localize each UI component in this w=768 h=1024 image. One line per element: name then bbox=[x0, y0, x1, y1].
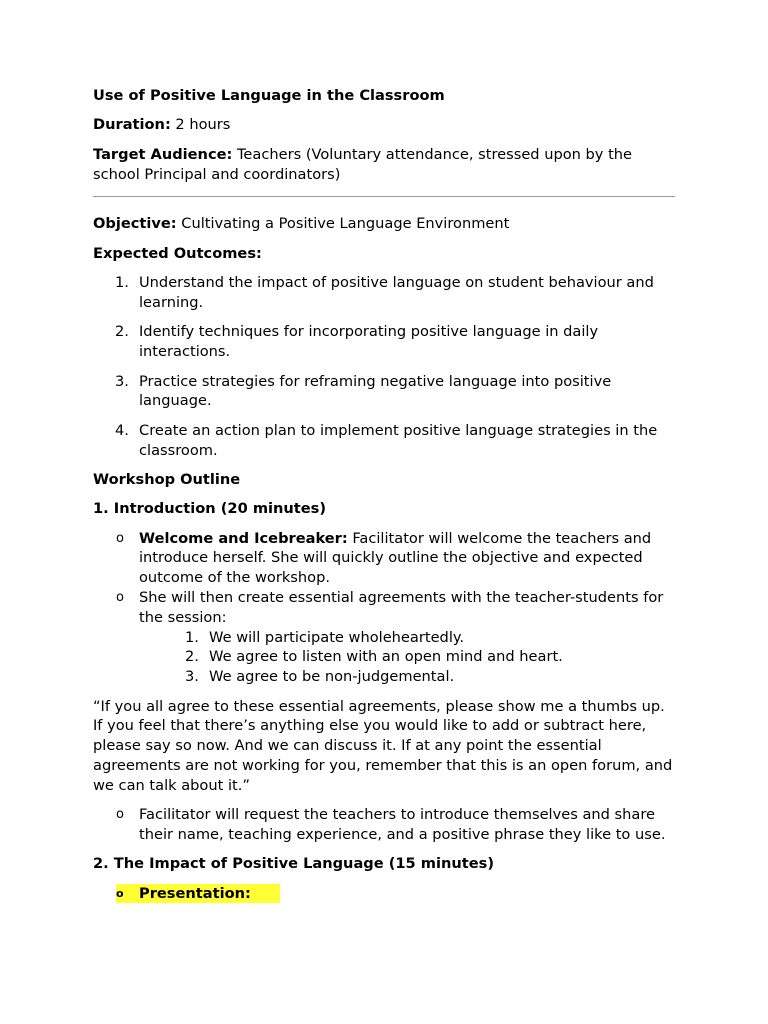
list-item-text: We agree to listen with an open mind and heart. bbox=[209, 648, 563, 666]
bullet-icon: o bbox=[116, 590, 124, 606]
list-item-text: Identify techniques for incorporating positive language in daily interactions. bbox=[139, 323, 599, 361]
section1-bullets-2 bbox=[93, 805, 675, 845]
bullet-text: She will then create essential agreements with the teacher-students for the session: bbox=[139, 589, 664, 626]
audience-value: Teachers (Voluntary attendance, stressed upon by the school Principal and coordinators) bbox=[93, 145, 633, 183]
list-item bbox=[93, 647, 675, 667]
list-item bbox=[93, 372, 675, 412]
list-item bbox=[93, 884, 675, 904]
list-item-text: We will participate wholeheartedly. bbox=[209, 628, 465, 646]
section-heading: 2. The Impact of Positive Language (15 minutes) bbox=[93, 855, 495, 873]
objective-label: Objective: bbox=[93, 215, 177, 233]
list-item bbox=[93, 667, 675, 687]
document-title: Use of Positive Language in the Classroom bbox=[93, 87, 445, 104]
list-number: 1. bbox=[115, 274, 129, 292]
list-number: 2. bbox=[185, 648, 199, 666]
list-item bbox=[93, 805, 675, 845]
list-item-text: Practice strategies for reframing negative language into positive language. bbox=[139, 372, 612, 410]
objective-line bbox=[93, 214, 675, 234]
bullet-text: Facilitator will request the teachers to introduce themselves and share their name, teaching experience, and a positive phrase they like to use. bbox=[139, 806, 666, 844]
duration-line bbox=[93, 115, 675, 135]
outcomes-list bbox=[93, 273, 675, 460]
section1-bullets bbox=[93, 529, 675, 628]
list-item bbox=[93, 421, 675, 461]
list-item bbox=[93, 273, 675, 313]
list-item bbox=[93, 322, 675, 362]
list-item bbox=[93, 529, 675, 588]
outcomes-heading: Expected Outcomes: bbox=[93, 244, 262, 262]
bullet-label: Welcome and Icebreaker: bbox=[139, 529, 348, 547]
audience-label: Target Audience: bbox=[93, 145, 233, 163]
bullet-icon: o bbox=[116, 807, 124, 823]
duration-label: Duration: bbox=[93, 116, 171, 134]
list-number: 3. bbox=[115, 372, 129, 390]
list-item bbox=[93, 628, 675, 648]
horizontal-divider bbox=[93, 196, 675, 197]
section2-bullets bbox=[93, 884, 675, 904]
list-item-text: We agree to be non-judgemental. bbox=[209, 668, 455, 686]
audience-line bbox=[93, 145, 675, 185]
list-number: 3. bbox=[185, 668, 199, 686]
list-number: 2. bbox=[115, 323, 129, 341]
list-item bbox=[93, 588, 675, 628]
bullet-label: Presentation: bbox=[139, 884, 251, 902]
bullet-icon: o bbox=[116, 886, 124, 900]
section-heading: 1. Introduction (20 minutes) bbox=[93, 500, 327, 518]
list-item-text: Understand the impact of positive language on student behaviour and learning. bbox=[139, 274, 654, 311]
list-number: 1. bbox=[185, 628, 199, 646]
list-number: 4. bbox=[115, 421, 129, 439]
duration-value: 2 hours bbox=[170, 116, 231, 134]
agreements-list bbox=[93, 628, 675, 687]
outline-heading: Workshop Outline bbox=[93, 470, 241, 488]
list-item-text: Create an action plan to implement positive language strategies in the classroom. bbox=[139, 421, 658, 459]
bullet-text: Facilitator will welcome the teachers and introduce herself. She will quickly outline the objective and expected outcome of the workshop. bbox=[139, 529, 652, 587]
document-body bbox=[93, 86, 675, 913]
bullet-icon: o bbox=[116, 530, 124, 546]
objective-value: Cultivating a Positive Language Environment bbox=[176, 215, 510, 233]
facilitator-quote: “If you all agree to these essential agreements, please show me a thumbs up. If you feel that there’s anything else you would like to add or subtract here, please say so now. And we can discuss it. If at any point the essential agreements are not working for you, remember that this is an open forum, and we can talk about it.” bbox=[93, 697, 673, 794]
